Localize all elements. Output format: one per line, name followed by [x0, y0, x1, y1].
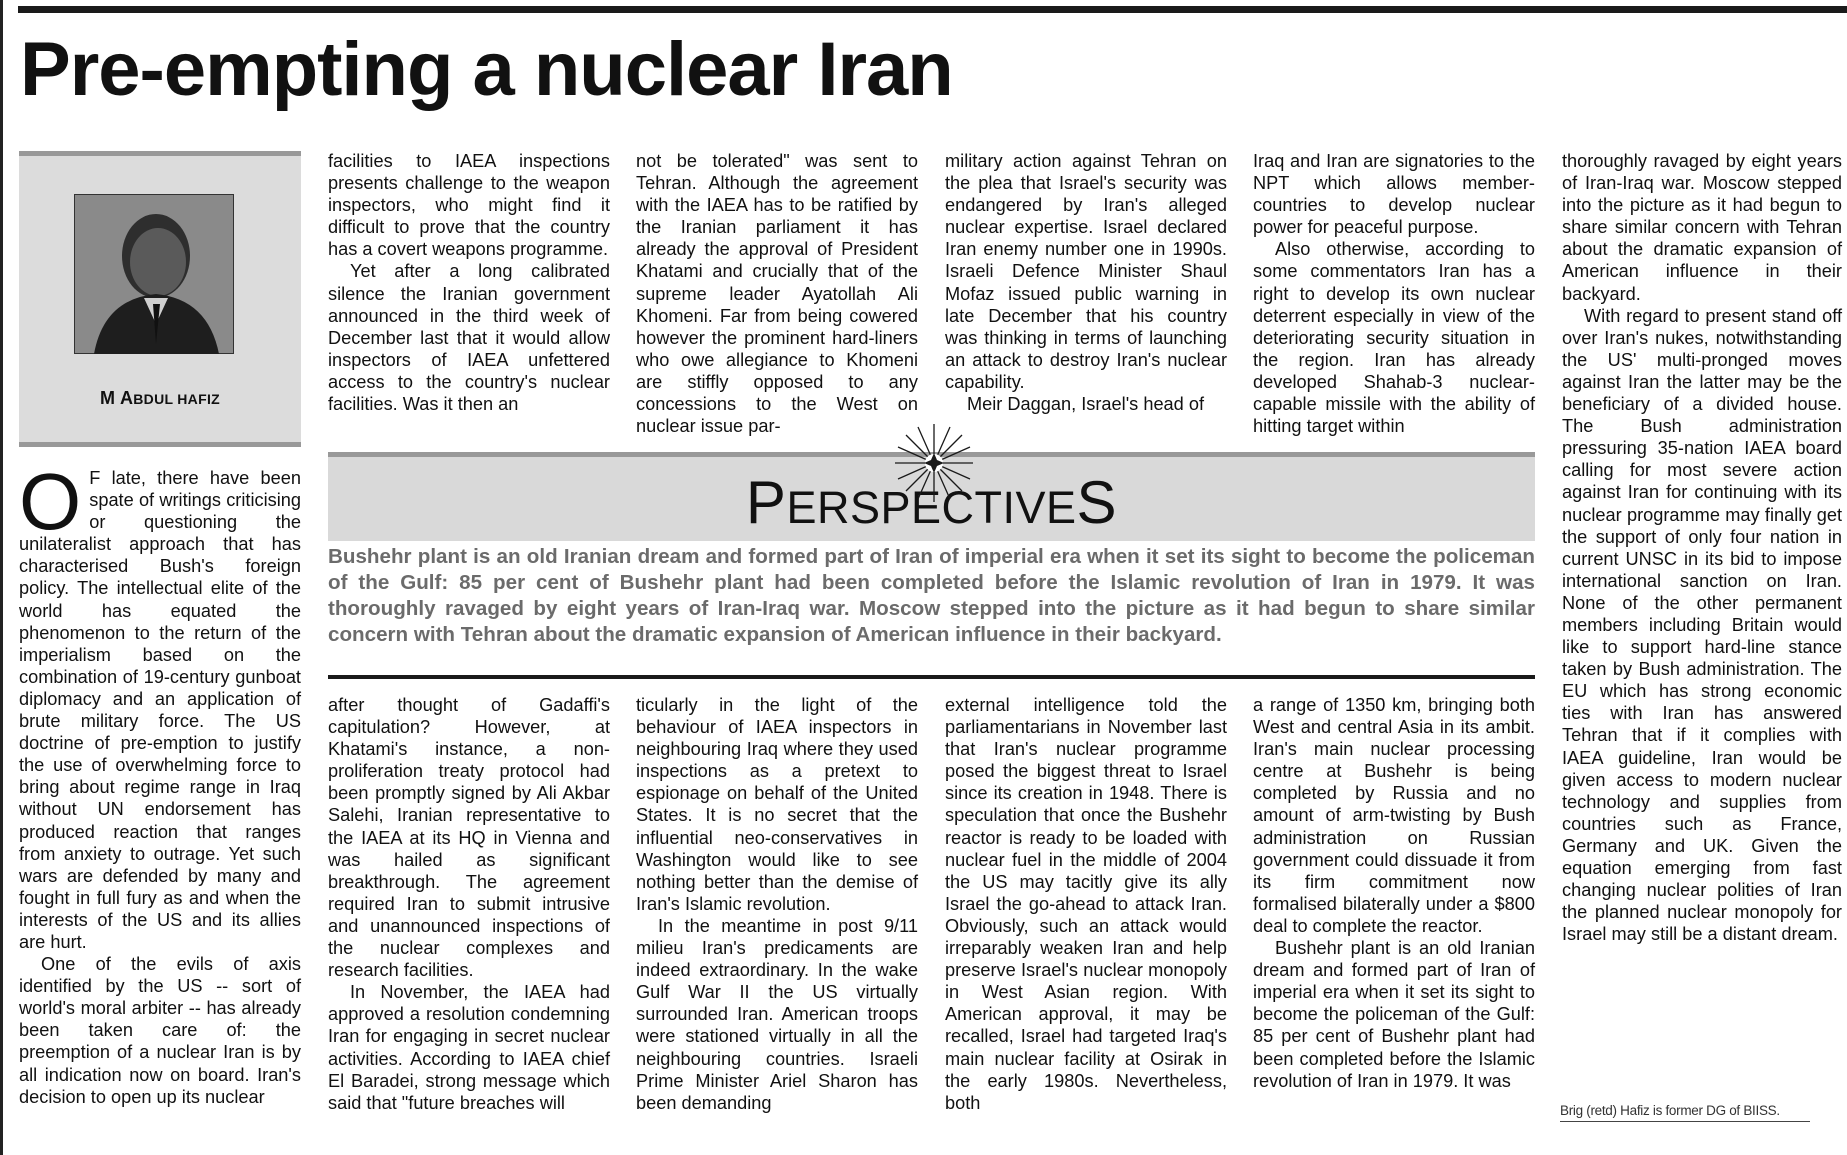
column-4-bottom	[945, 694, 1227, 1114]
col2-bottom-paragraph-1: after thought of Gadaffi's capitulation? However, at Khatami's instance, a non-proliferation treaty protocol had been promptly signed by Ali Akbar Salehi, Iranian representative to the IAEA at its HQ in Vienna and was hailed as significant breakthrough. The agreement required Iran to submit intrusive and unannounced inspections of the nuclear complexes and research facilities.	[328, 695, 610, 981]
col5-bottom-paragraph-2: Bushehr plant is an old Iranian dream and formed part of Iran of imperial era when it set its sight to become the policeman of the Gulf: 85 per cent of Bushehr plant had been completed before the Islamic revolution of Iran in 1979. It was	[1253, 938, 1535, 1091]
starburst-icon	[893, 422, 975, 504]
col6-paragraph-2: With regard to present stand off over Iran's nukes, notwithstanding the US' multi-pronged moves against Iran the latter may be the beneficiary of a divided house. The Bush administration pressuring 35-nation IAEA board calling for most severe action against Iran for continuing with its nuclear programme may finally get the support of only four nation in current UNSC in its bid to impose international sanction on Iran. None of the other permanent members including Britain would like to support hard-line stance taken by Bush administration. The EU which has strong economic ties with Iran has answered Tehran that if it complies with IAEA guideline, Iran would be given access to modern nuclear technology and supplies from countries such as France, Germany and UK. Given the equation emerging from fast changing nuclear polities of Iran the planned nuclear monopoly for Israel may still be a distant dream.	[1562, 305, 1842, 945]
pull-quote: Bushehr plant is an old Iranian dream and formed part of Iran of imperial era when it set its sight to become the policeman of the Gulf: 85 per cent of Bushehr plant had been completed before the Islamic revolution of Iran in 1979. It was thoroughly ravaged by eight years of Iran-Iraq war. Moscow stepped into the picture as it had begun to share similar concern with Tehran about the dramatic expansion of American influence in their backyard.	[328, 545, 1535, 646]
col4-top-paragraph-1: military action against Tehran on the plea that Israel's security was endangered by Iran's alleged nuclear expertise. Israel declared Iran enemy number one in 1990s. Israeli Defence Minister Shaul Mofaz issued public warning in late December that his country was thinking in terms of launching an attack to destroy Iran's nuclear capability.	[945, 151, 1227, 392]
col3-bottom-paragraph-1: ticularly in the light of the behaviour of IAEA inspectors in neighbouring Iraq where they used inspections as a pretext to espionage on behalf of the United States. It is no secret that the influential neo-conservatives in Washington would like to see nothing better than the demise of Iran's Islamic revolution.	[636, 695, 918, 914]
col2-top-paragraph-2: Yet after a long calibrated silence the Iranian government announced in the third week of December last that it would allow inspectors of IAEA unfettered access to the country's nuclear facilities. Was it then an	[328, 261, 610, 415]
col4-bottom-paragraph-1: external intelligence told the parliamentarians in November last that Iran's nuclear programme posed the biggest threat to Israel since its creation in 1948. There is speculation that once the Bushehr reactor is ready to be loaded with nuclear fuel in the middle of 2004 the US may tacitly give its ally Israel the go-ahead to attack Iran. Obviously, such an attack would irreparably weaken Iran and help preserve Israel's nuclear monopoly in West Asian region. With American approval, it may be recalled, Israel had targeted Iraq's main nuclear facility at Osirak in the early 1980s. Nevertheless, both	[945, 695, 1227, 1113]
col1-paragraph-1: O F late, there have been spate of writings criticising or questioning the unilateralist approach that has characterised Bush's foreign policy. The intellectual elite of the world has equated the phenomenon to the return of the imperialism based on the combination of 19-century gunboat diplomacy and an application of brute military force. The US doctrine of pre-emption to justify the use of overwhelming force to bring about regime range in Iraq without UN endorsement has produced reaction that ranges from anxiety to outrage. Yet such wars are defended by many and fought in full fury as and when the interests of the US and its allies are hurt.	[19, 457, 301, 952]
footnote-rule	[1560, 1121, 1810, 1122]
column-2-top	[328, 150, 610, 415]
column-5-bottom	[1253, 694, 1535, 1092]
col2-bottom-paragraph-2: In November, the IAEA had approved a resolution condemning Iran for engaging in secret nuclear activities. According to IAEA chief El Baradei, strong message which said that "future breaches will	[328, 982, 610, 1113]
author-portrait	[74, 194, 234, 354]
column-5-top	[1253, 150, 1535, 437]
drop-cap: O	[19, 457, 82, 546]
page-left-border	[0, 0, 3, 1155]
col3-top-paragraph-1: not be tolerated" was sent to Tehran. Although the agreement with the IAEA has to be ratified by the Iranian parliament it has already the approval of President Khatami and crucially that of the supreme leader Ayatollah Ali Khomeni. Far from being cowered however the prominent hard-liners who owe allegiance to Khomeni are stiffly opposed to any concessions to the West on nuclear issue par-	[636, 151, 918, 437]
column-4-top	[945, 150, 1227, 415]
col6-paragraph-1: thoroughly ravaged by eight years of Iran-Iraq war. Moscow stepped into the picture as it had begun to share similar concern with Tehran about the dramatic expansion of American influence in their backyard.	[1562, 151, 1842, 304]
col5-top-paragraph-2: Also otherwise, according to some commentators Iran has a right to develop its own nuclear deterrent especially in view of the deteriorating security situation in the region. Iran has already developed Shahab-3 nuclear-capable missile with the ability of hitting target within	[1253, 239, 1535, 437]
section-title: PERSPECTIVES	[745, 469, 1118, 536]
col4-top-paragraph-2: Meir Daggan, Israel's head of	[967, 394, 1205, 415]
col5-bottom-paragraph-1: a range of 1350 km, bringing both West and central Asia in its ambit. Iran's main nuclear processing centre at Bushehr is being completed by Russia and no amount of arm-twisting by Bush administration on Russian government could dissuade it from its firm commitment now formalised bilaterally under a $800 deal to complete the reactor.	[1253, 695, 1535, 936]
author-footnote: Brig (retd) Hafiz is former DG of BIISS.	[1560, 1103, 1780, 1118]
column-6	[1562, 150, 1842, 945]
col1-paragraph-2: One of the evils of axis identified by the US -- sort of world's moral arbiter -- has already been taken care of: the preemption of a nuclear Iran is by all indication now on board. Iran's decision to open up its nuclear	[19, 954, 301, 1107]
column-3-top	[636, 150, 918, 437]
byline: M ABDUL HAFIZ	[100, 388, 220, 408]
col5-top-paragraph-1: Iraq and Iran are signatories to the NPT which allows member-countries to develop nuclear power for peaceful purpose.	[1253, 151, 1535, 238]
pull-quote-rule	[328, 675, 1535, 679]
column-3-bottom	[636, 694, 918, 1114]
col2-top-paragraph-1: facilities to IAEA inspections presents challenge to the weapon inspectors, who might find it difficult to prove that the country has a covert weapons programme.	[328, 151, 610, 260]
col3-bottom-paragraph-2: In the meantime in post 9/11 milieu Iran's predicaments are indeed extraordinary. In the wake Gulf War II the US virtually surrounded Iran. American troops were stationed virtually in all the neighbouring countries. Israeli Prime Minister Ariel Sharon has been demanding	[636, 915, 918, 1113]
author-box	[19, 151, 301, 447]
column-2-bottom	[328, 694, 610, 1114]
top-rule	[18, 6, 1847, 13]
headline: Pre-empting a nuclear Iran	[20, 27, 953, 112]
author-box-rule	[19, 442, 301, 447]
column-1	[19, 457, 301, 1108]
